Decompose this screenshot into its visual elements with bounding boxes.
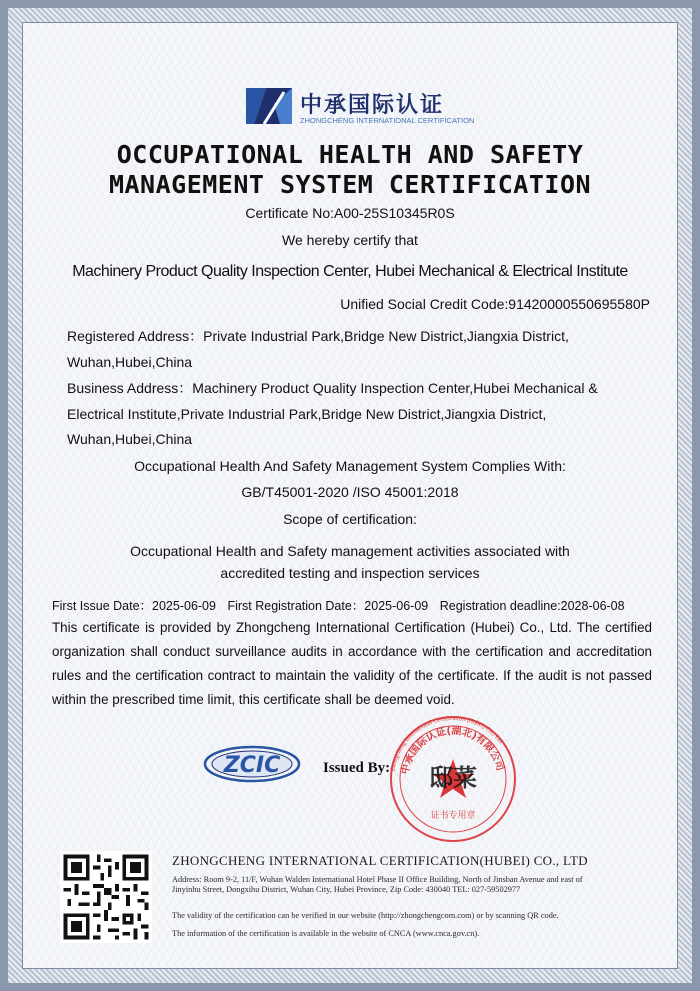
qr-code[interactable] xyxy=(60,851,152,943)
svg-text:中承国际认证(湖北)有限公司: 中承国际认证(湖北)有限公司 xyxy=(400,725,506,776)
title-line-1: OCCUPATIONAL HEALTH AND SAFETY xyxy=(116,140,584,169)
svg-text:Zhongcheng International Certi: Zhongcheng International Certification (Hubei) Co., Ltd xyxy=(389,714,505,772)
credit-code: Unified Social Credit Code:91420000550695580P xyxy=(340,296,650,312)
certificate-title xyxy=(0,140,700,200)
footer-company-name: ZHONGCHENG INTERNATIONAL CERTIFICATION(HUBEI) CO., LTD xyxy=(172,853,588,868)
registration-deadline: Registration deadline:2028-06-08 xyxy=(439,599,625,613)
svg-text:邸菜: 邸菜 xyxy=(429,763,477,792)
dates-row xyxy=(52,596,652,614)
issued-by: Issued By: xyxy=(323,760,391,776)
certificate-number: Certificate No:A00-25S10345R0S xyxy=(245,205,455,221)
scope-heading: Scope of certification: xyxy=(283,511,417,527)
svg-text:证书专用章: 证书专用章 xyxy=(430,811,476,821)
zcic-logo xyxy=(203,745,301,783)
footer-address: Address: Room 9-2, 11/F, Wuhan Walden International Hotel Phase II Office Building, North of Jinsban Avenue and east of Jinyinhu Street, Dongxihu District, Wuhan City, Hubei Province, Zip Code: 430040 TEL: 027-59502977 xyxy=(172,875,583,894)
zhongcheng-logo xyxy=(244,86,474,130)
title-line-2: MANAGEMENT SYSTEM CERTIFICATION xyxy=(108,170,592,199)
footer-validity-note: The validity of the certification can be verified in our website (http://zhongchengcom.com) or by scanning QR code. xyxy=(172,911,559,920)
business-address: Business Address：Machinery Product Quality Inspection Center,Hubei Mechanical & Electrical Institute,Private Industrial Park,Bridge New District,Jiangxia District, Wuhan,Hubei,China xyxy=(67,380,598,447)
hereby-certify: We hereby certify that xyxy=(282,232,418,248)
scope-text xyxy=(0,540,700,584)
logo-chinese-name: 中承国际认证 xyxy=(300,93,445,118)
standard: GB/T45001-2020 /ISO 45001:2018 xyxy=(241,484,459,500)
footer-cnca-note: The information of the certification is available in the website of CNCA (www.cnca.gov.cn). xyxy=(172,929,480,938)
first-registration-date: First Registration Date：2025-06-09 xyxy=(227,599,429,613)
complies-with: Occupational Health And Safety Management System Complies With: xyxy=(134,458,566,474)
company-seal-stamp xyxy=(388,714,518,844)
certificate-notice: This certificate is provided by Zhongcheng International Certification (Hubei) Co., Ltd. The certified organization shall conduct surveillance audits in accordance with the certification and accreditation rules and the certification contract to maintain the validity of the certificate. If the audit is not passed within the prescribed time limit, this certificate shall be deemed void. xyxy=(52,620,652,707)
scope-line-1: Occupational Health and Safety management activities associated with xyxy=(130,543,570,559)
zhongcheng-logo-icon xyxy=(244,86,294,126)
zcic-logo-text: ZCIC xyxy=(223,753,281,778)
logo-english-name: ZHONGCHENG INTERNATIONAL CERTIFICATION xyxy=(300,116,475,125)
registered-address: Registered Address：Private Industrial Park,Bridge New District,Jiangxia District, Wuhan,Hubei,China xyxy=(67,328,569,370)
scope-line-2: accredited testing and inspection services xyxy=(220,565,480,581)
first-issue-date: First Issue Date：2025-06-09 xyxy=(52,599,216,613)
organization-name: Machinery Product Quality Inspection Center, Hubei Mechanical & Electrical Institute xyxy=(72,263,628,280)
